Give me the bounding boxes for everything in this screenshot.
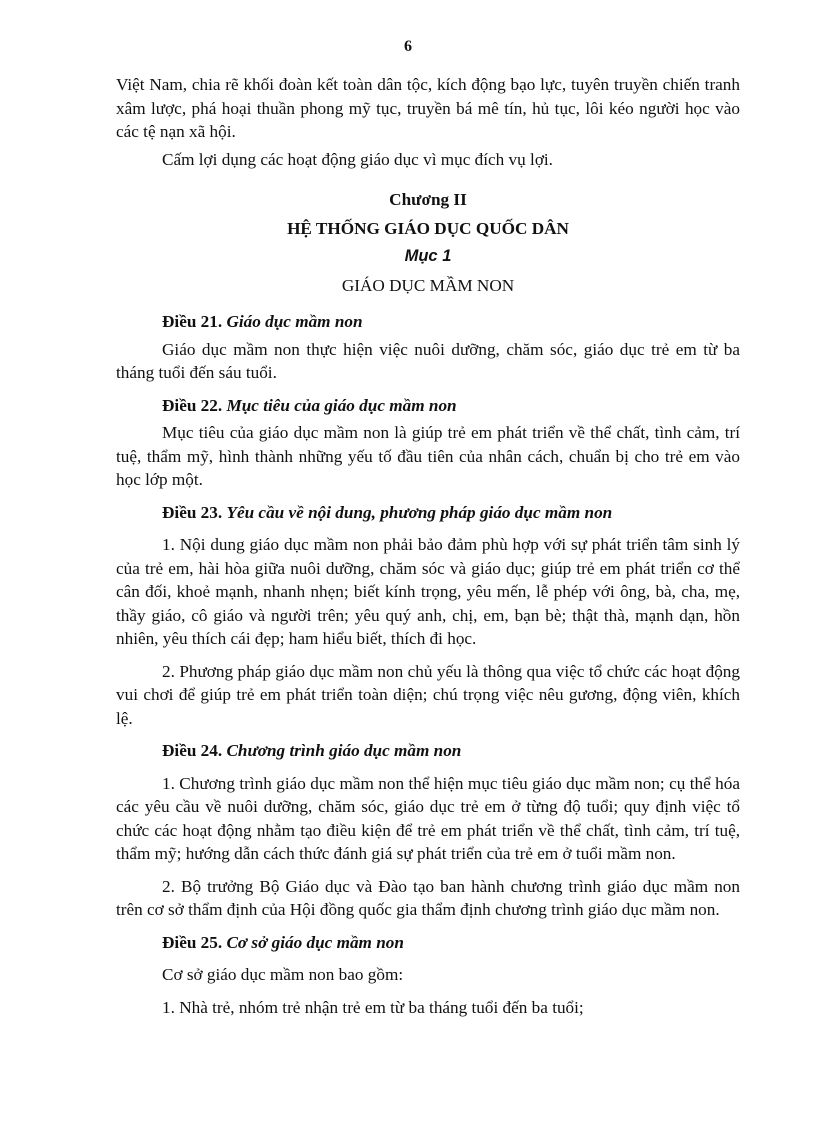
article-24-number: Điều 24. [162,741,223,760]
article-24-paragraph-2: 2. Bộ trưởng Bộ Giáo dục và Đào tạo ban hành chương trình giáo dục mầm non trên cơ sở thẩm định của Hội đồng quốc gia thẩm định chương trình giáo dục mầm non. [116,876,740,919]
chapter-title: HỆ THỐNG GIÁO DỤC QUỐC DÂN [287,218,569,238]
chapter-label: Chương II [389,190,467,209]
article-23-paragraph-2: 2. Phương pháp giáo dục mầm non chủ yếu là thông qua việc tổ chức các hoạt động vui chơi để giúp trẻ em phát triển toàn diện; chú trọng việc nêu gương, động viên, khích lệ. [116,661,740,728]
article-24-title: Chương trình giáo dục mầm non [226,741,462,760]
section-label: Mục 1 [404,247,452,265]
article-21-number: Điều 21. [162,312,223,331]
article-25-number: Điều 25. [162,932,223,952]
intro-prohibition: Cấm lợi dụng các hoạt động giáo dục vì mục đích vụ lợi. [162,149,553,169]
article-23-number: Điều 23. [162,502,223,522]
article-24-heading [116,739,740,763]
article-23-heading [116,501,740,525]
article-23-title: Yêu cầu về nội dung, phương pháp giáo dục mầm non [226,502,613,522]
document-body [116,73,740,1019]
article-25-heading [116,931,740,955]
section-title: GIÁO DỤC MẦM NON [341,275,515,295]
intro-continuation: Việt Nam, chia rẽ khối đoàn kết toàn dân tộc, kích động bạo lực, tuyên truyền chiến tranh xâm lược, phá hoại thuần phong mỹ tục, truyền bá mê tín, hủ tục, lôi kéo người học vào các tệ nạn xã hội. [116,75,740,141]
article-25-paragraph-1: Cơ sở giáo dục mầm non bao gồm: [162,965,404,984]
page-number: 6 [404,38,412,55]
article-24-paragraph-1: 1. Chương trình giáo dục mầm non thể hiện mục tiêu giáo dục mầm non; cụ thể hóa các yêu cầu về nuôi dưỡng, chăm sóc, giáo dục trẻ em ở từng độ tuổi; quy định việc tổ chức các hoạt động nhằm tạo điều kiện để trẻ em phát triển về thể chất, tình cảm, trí tuệ, thẩm mỹ; hướng dẫn cách thức đánh giá sự phát triển của trẻ em ở tuổi mầm non. [116,773,740,863]
article-22-paragraph-1: Mục tiêu của giáo dục mầm non là giúp trẻ em phát triển về thể chất, tình cảm, trí tuệ, thẩm mỹ, hình thành những yếu tố đầu tiên của nhân cách, chuẩn bị cho trẻ em vào học lớp một. [116,423,740,489]
article-22-title: Mục tiêu của giáo dục mầm non [226,395,457,415]
article-21-heading [116,310,740,334]
article-21-paragraph-1: Giáo dục mầm non thực hiện việc nuôi dưỡng, chăm sóc, giáo dục trẻ em từ ba tháng tuổi đến sáu tuổi. [116,339,740,382]
article-25-paragraph-2: 1. Nhà trẻ, nhóm trẻ nhận trẻ em từ ba tháng tuổi đến ba tuổi; [162,997,584,1017]
article-21-title: Giáo dục mầm non [226,312,363,331]
article-23-paragraph-1: 1. Nội dung giáo dục mầm non phải bảo đảm phù hợp với sự phát triển tâm sinh lý của trẻ em, hài hòa giữa nuôi dưỡng, chăm sóc và giáo dục; giúp trẻ em phát triển cơ thể cân đối, khoẻ mạnh, nhanh nhẹn; biết kính trọng, yêu mến, lễ phép với ông, bà, cha, mẹ, thầy giáo, cô giáo và người trên; yêu quý anh, chị, em, bạn bè; thật thà, mạnh dạn, hồn nhiên, yêu thích cái đẹp; ham hiểu biết, thích đi học. [116,535,740,648]
article-22-number: Điều 22. [162,395,223,415]
article-25-title: Cơ sở giáo dục mầm non [226,932,404,952]
article-22-heading [116,394,740,418]
